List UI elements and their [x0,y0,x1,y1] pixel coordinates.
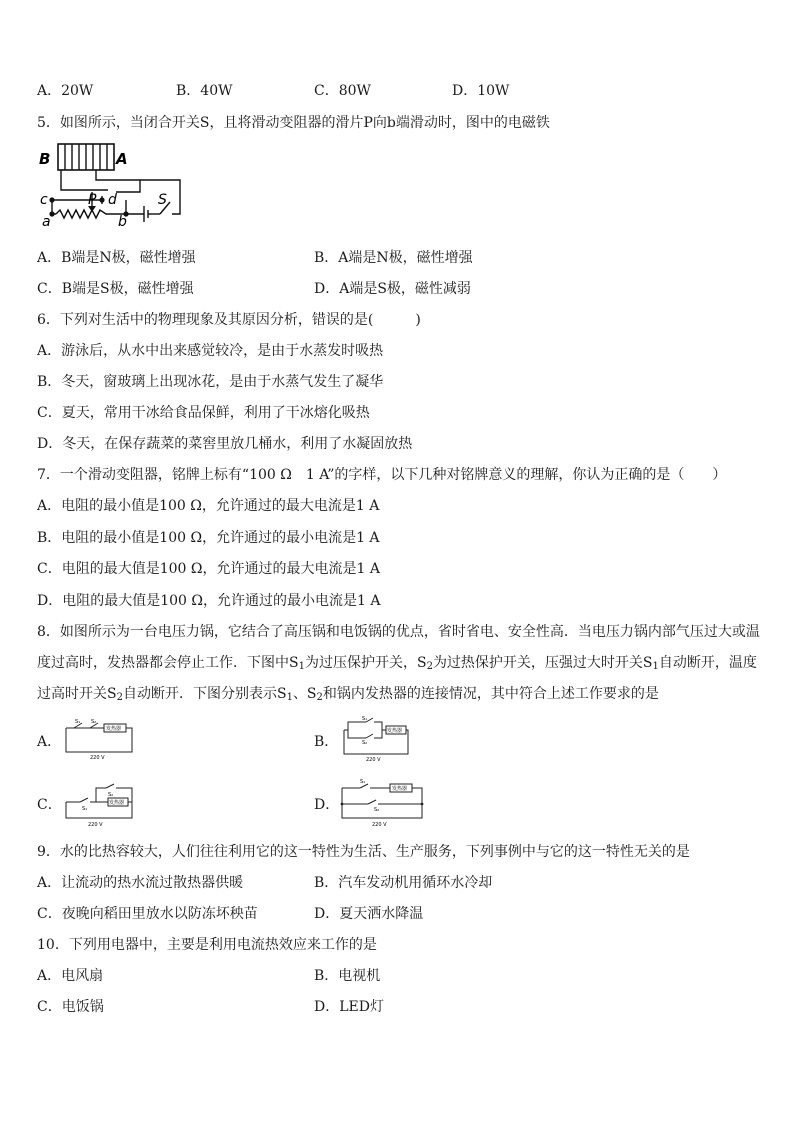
q6-option-d: D．冬天，在保存蔬菜的菜窖里放几桶水，利用了水凝固放热 [37,436,413,452]
q6-stem: 6．下列对生活中的物理现象及其原因分析，错误的是( ) [37,312,421,328]
svg-text:220 V: 220 V [372,822,387,828]
q7-stem: 7．一个滑动变阻器，铭牌上标有“100 Ω 1 A”的字样，以下几种对铭牌意义的理解，你认为正确的是（ ） [37,467,727,483]
q5-label-a: a [42,214,51,230]
q8-circuit-b [340,716,412,764]
q8-option-a-label: A． [37,734,62,750]
q5-label-d: d [108,192,117,208]
q10-option-a: A．电风扇 [37,968,104,984]
q8-stem-line-1 [0,621,794,643]
q5-electromagnet-figure [36,140,184,236]
q4-option-d: D．10W [452,83,510,99]
svg-text:发热器: 发热器 [106,726,122,732]
q5-option-c: C．B端是S极，磁性增强 [37,281,194,297]
svg-text:发热器: 发热器 [392,786,408,792]
q8-circuit-a [62,718,136,762]
svg-text:S₁: S₁ [75,719,81,725]
q7-option-d: D．电阻的最大值是100 Ω，允许通过的最小电流是1 A [37,593,381,609]
q5-label-c: c [40,192,48,208]
q8-stem-text-2: 度过高时，发热器都会停止工作．下图中$S_1$为过压保护开关，$S_2$为过热保护开关，压强过大时开关$S_1$自动断开，温度 [37,655,757,672]
q8-stem-text-3: 过高时开关$S_2$自动断开．下图分别表示$S_1$、$S_2$和锅内发热器的连接情况，其中符合上述工作要求的是 [37,686,659,703]
q10-options-row-1 [0,965,794,987]
q5-option-a: A．B端是N极，磁性增强 [37,250,196,266]
q10-option-c: C．电饭锅 [37,999,104,1015]
svg-text:S₂: S₂ [108,792,114,798]
q8-option-b-label: B． [314,734,339,750]
q4-options [0,80,794,102]
q5-label-A: A [116,150,128,168]
q10-stem-row [0,934,794,956]
svg-text:S₁: S₁ [82,806,88,812]
q5-options-row-2 [0,278,794,300]
q4-option-b: B．40W [176,83,233,99]
q8-stem-line-3 [0,683,794,705]
svg-text:发热器: 发热器 [387,728,403,734]
q9-option-b: B．汽车发动机用循环水冷却 [314,875,493,891]
q5-stem-row [0,112,794,134]
q10-option-b: B．电视机 [314,968,381,984]
svg-text:S₁: S₁ [362,716,368,722]
q9-options-row-1 [0,872,794,894]
q5-option-b: B．A端是N极，磁性增强 [314,250,473,266]
q5-stem: 5．如图所示，当闭合开关S，且将滑动变阻器的滑片P向b端滑动时，图中的电磁铁 [37,115,550,131]
svg-text:S₂: S₂ [374,807,380,813]
q10-stem: 10．下列用电器中，主要是利用电流热效应来工作的是 [37,937,377,953]
q8-stem-text-1: 8．如图所示为一台电压力锅，它结合了高压锅和电饭锅的优点，省时省电、安全性高．当电压力锅内部气压过大或温 [37,624,760,640]
q10-option-d: D．LED灯 [314,999,384,1015]
q9-stem: 9．水的比热容较大，人们往往利用它的这一特性为生活、生产服务，下列事例中与它的这一特性无关的是 [37,844,690,860]
q7-option-b: B．电阻的最小值是100 Ω，允许通过的最小电流是1 A [37,530,380,546]
svg-text:S₂: S₂ [91,719,97,725]
q8-option-d-label: D． [314,797,340,813]
svg-text:发热器: 发热器 [109,800,125,806]
q8-circuit-c [62,778,138,830]
q7-option-c: C．电阻的最大值是100 Ω，允许通过的最大电流是1 A [37,561,380,577]
q8-option-c-label: C． [37,797,62,813]
q7-option-a: A．电阻的最小值是100 Ω，允许通过的最大电流是1 A [37,498,380,514]
q6-option-a: A．游泳后，从水中出来感觉较冷，是由于水蒸发时吸热 [37,343,384,359]
q5-options-row-1 [0,247,794,269]
q4-option-a: A．20W [37,83,94,99]
q9-options-row-2 [0,903,794,925]
q7-stem-row [0,464,794,486]
svg-text:220 V: 220 V [88,822,103,828]
svg-text:220 V: 220 V [366,757,381,763]
svg-text:S₁: S₁ [360,779,366,785]
q6-stem-row [0,309,794,331]
q8-circuit-d [338,776,428,830]
q10-options-row-2 [0,996,794,1018]
q8-stem-line-2 [0,652,794,674]
q5-label-S: S [158,192,167,208]
svg-text:S₂: S₂ [362,740,368,746]
q6-option-b: B．冬天，窗玻璃上出现冰花，是由于水蒸气发生了凝华 [37,374,384,390]
q6-option-c: C．夏天，常用干冰给食品保鲜，利用了干冰熔化吸热 [37,405,370,421]
q9-option-a: A．让流动的热水流过散热器供暖 [37,875,244,891]
q5-label-B: B [39,150,51,168]
q9-stem-row [0,841,794,863]
q5-label-b: b [118,214,127,230]
q5-option-d: D．A端是S极，磁性减弱 [314,281,471,297]
q9-option-d: D．夏天洒水降温 [314,906,424,922]
q4-option-c: C．80W [314,83,371,99]
q9-option-c: C．夜晚向稻田里放水以防冻坏秧苗 [37,906,258,922]
svg-text:220 V: 220 V [90,755,105,761]
q5-label-P: P [88,192,97,208]
